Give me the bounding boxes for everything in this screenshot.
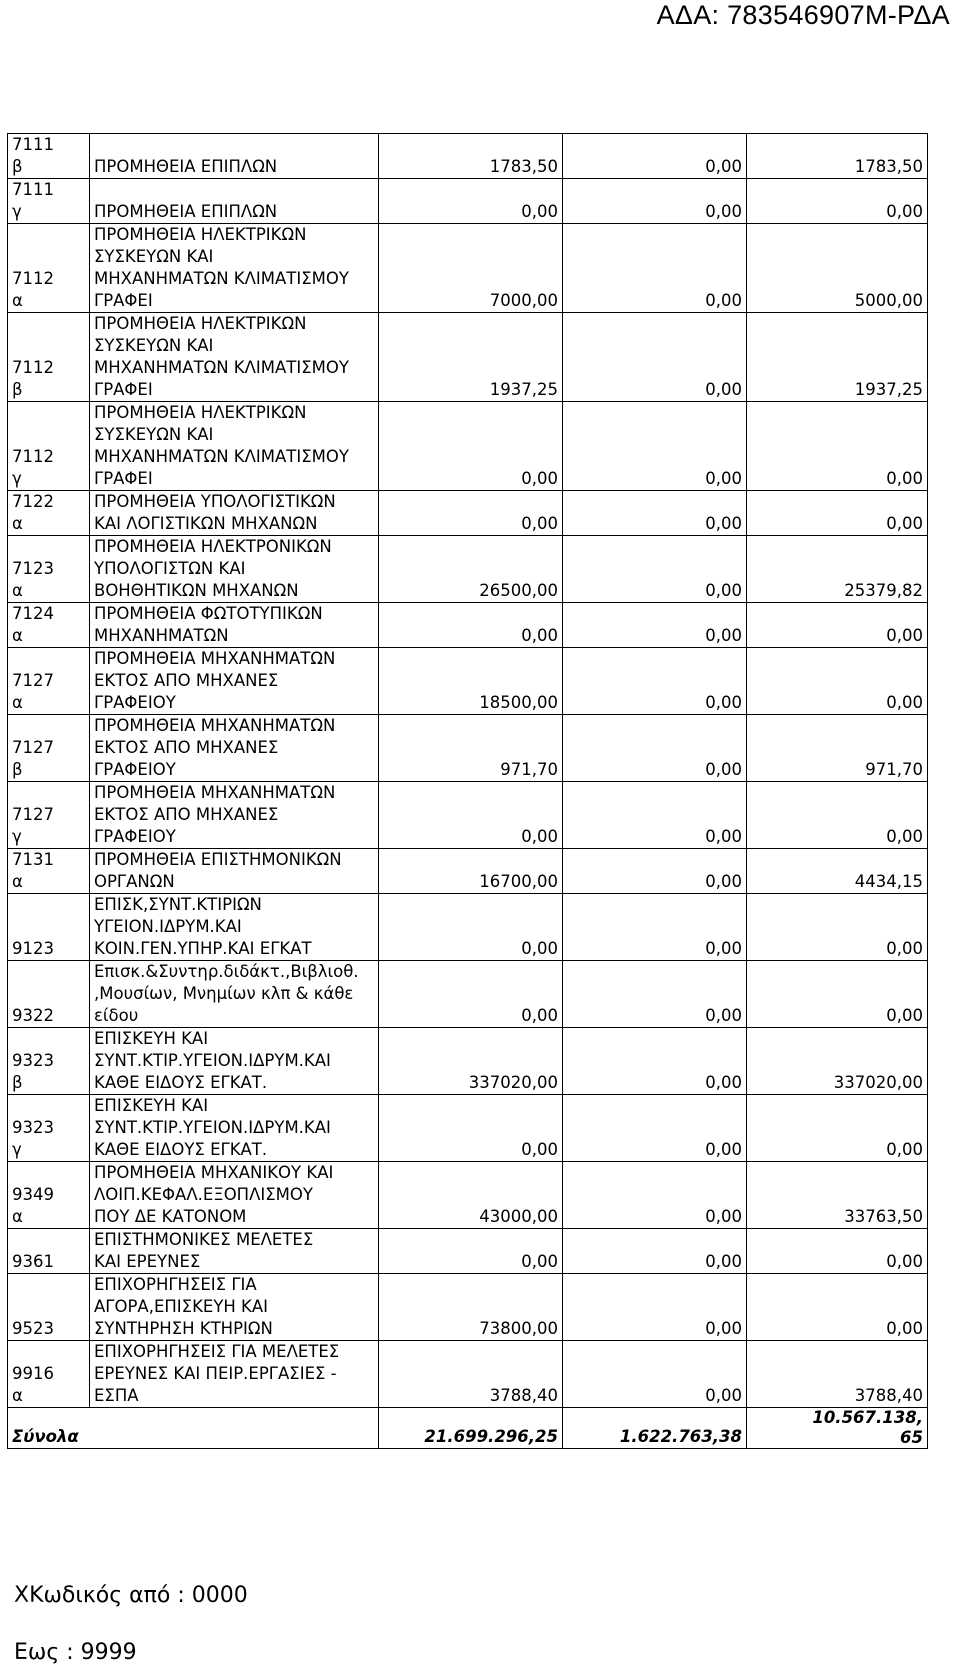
row-value-2: 0,00 bbox=[563, 894, 747, 961]
row-value-3: 5000,00 bbox=[747, 224, 928, 313]
row-description: ΠΡΟΜΗΘΕΙΑ ΕΠΙΠΛΩΝ bbox=[90, 134, 379, 179]
row-code: 7112 β bbox=[8, 313, 90, 402]
row-code: 7131 α bbox=[8, 849, 90, 894]
row-code: 9322 bbox=[8, 961, 90, 1028]
table-row bbox=[8, 1162, 928, 1229]
row-value-3: 33763,50 bbox=[747, 1162, 928, 1229]
row-value-2: 0,00 bbox=[563, 1095, 747, 1162]
row-value-1: 0,00 bbox=[379, 894, 563, 961]
table-row bbox=[8, 715, 928, 782]
row-description: ΠΡΟΜΗΘΕΙΑ ΗΛΕΚΤΡΙΚΩΝ ΣΥΣΚΕΥΩΝ ΚΑΙ ΜΗΧΑΝΗΜΑΤΩΝ ΚΛΙΜΑΤΙΣΜΟΥ ΓΡΑΦΕΙ bbox=[90, 402, 379, 491]
row-value-1: 0,00 bbox=[379, 402, 563, 491]
row-value-2: 0,00 bbox=[563, 648, 747, 715]
budget-table-body bbox=[8, 134, 928, 1408]
table-row bbox=[8, 1341, 928, 1408]
row-value-3: 0,00 bbox=[747, 961, 928, 1028]
row-value-1: 0,00 bbox=[379, 179, 563, 224]
table-row bbox=[8, 961, 928, 1028]
document-id-header: ΑΔΑ: 783546907Μ-ΡΔΑ bbox=[656, 0, 950, 30]
totals-row bbox=[8, 1408, 928, 1449]
row-value-3: 0,00 bbox=[747, 402, 928, 491]
row-description: ΠΡΟΜΗΘΕΙΑ ΗΛΕΚΤΡΙΚΩΝ ΣΥΣΚΕΥΩΝ ΚΑΙ ΜΗΧΑΝΗΜΑΤΩΝ ΚΛΙΜΑΤΙΣΜΟΥ ΓΡΑΦΕΙ bbox=[90, 224, 379, 313]
row-value-2: 0,00 bbox=[563, 1028, 747, 1095]
row-value-1: 26500,00 bbox=[379, 536, 563, 603]
table-row bbox=[8, 536, 928, 603]
row-description: ΠΡΟΜΗΘΕΙΑ ΜΗΧΑΝΗΜΑΤΩΝ ΕΚΤΟΣ ΑΠΟ ΜΗΧΑΝΕΣ ΓΡΑΦΕΙΟΥ bbox=[90, 782, 379, 849]
row-description: ΕΠΙΣΚ,ΣΥΝΤ.ΚΤΙΡΙΩΝ ΥΓΕΙΟΝ.ΙΔΡΥΜ.ΚΑΙ ΚΟΙΝ.ΓΕΝ.ΥΠΗΡ.ΚΑΙ ΕΓΚΑΤ bbox=[90, 894, 379, 961]
row-value-1: 3788,40 bbox=[379, 1341, 563, 1408]
row-value-2: 0,00 bbox=[563, 179, 747, 224]
row-value-3: 3788,40 bbox=[747, 1341, 928, 1408]
budget-table bbox=[7, 133, 928, 1449]
table-row bbox=[8, 402, 928, 491]
row-code: 7112 γ bbox=[8, 402, 90, 491]
totals-label: Σύνολα bbox=[8, 1408, 379, 1449]
table-row bbox=[8, 1229, 928, 1274]
row-value-2: 0,00 bbox=[563, 961, 747, 1028]
row-value-3: 0,00 bbox=[747, 1274, 928, 1341]
table-row bbox=[8, 782, 928, 849]
row-value-1: 0,00 bbox=[379, 603, 563, 648]
row-value-2: 0,00 bbox=[563, 402, 747, 491]
row-value-1: 18500,00 bbox=[379, 648, 563, 715]
row-description: ΕΠΙΣΚΕΥΗ ΚΑΙ ΣΥΝΤ.ΚΤΙΡ.ΥΓΕΙΟΝ.ΙΔΡΥΜ.ΚΑΙ ΚΑΘΕ ΕΙΔΟΥΣ ΕΓΚΑΤ. bbox=[90, 1095, 379, 1162]
row-value-3: 0,00 bbox=[747, 782, 928, 849]
row-value-2: 0,00 bbox=[563, 1274, 747, 1341]
row-description: ΕΠΙΣΤΗΜΟΝΙΚΕΣ ΜΕΛΕΤΕΣ ΚΑΙ ΕΡΕΥΝΕΣ bbox=[90, 1229, 379, 1274]
table-row bbox=[8, 224, 928, 313]
row-code: 7123 α bbox=[8, 536, 90, 603]
totals-value-1: 21.699.296,25 bbox=[379, 1408, 563, 1449]
row-code: 7122 α bbox=[8, 491, 90, 536]
row-code: 7127 α bbox=[8, 648, 90, 715]
row-value-2: 0,00 bbox=[563, 1229, 747, 1274]
row-value-3: 1937,25 bbox=[747, 313, 928, 402]
table-row bbox=[8, 603, 928, 648]
row-value-3: 0,00 bbox=[747, 179, 928, 224]
row-value-1: 1783,50 bbox=[379, 134, 563, 179]
row-value-3: 1783,50 bbox=[747, 134, 928, 179]
code-from-text: ΧΚωδικός από : 0000 bbox=[14, 1583, 248, 1608]
row-value-3: 971,70 bbox=[747, 715, 928, 782]
row-value-2: 0,00 bbox=[563, 1341, 747, 1408]
table-row bbox=[8, 1274, 928, 1341]
row-description: ΕΠΙΧΟΡΗΓΗΣΕΙΣ ΓΙΑ ΑΓΟΡΑ,ΕΠΙΣΚΕΥΗ ΚΑΙ ΣΥΝΤΗΡΗΣΗ ΚΤΗΡΙΩΝ bbox=[90, 1274, 379, 1341]
totals-value-3: 10.567.138, 65 bbox=[747, 1408, 928, 1449]
row-value-3: 0,00 bbox=[747, 648, 928, 715]
row-code: 9323 γ bbox=[8, 1095, 90, 1162]
code-to-text: Εως : 9999 bbox=[14, 1640, 137, 1665]
row-code: 7124 α bbox=[8, 603, 90, 648]
row-value-1: 1937,25 bbox=[379, 313, 563, 402]
row-code: 9361 bbox=[8, 1229, 90, 1274]
row-description: ΠΡΟΜΗΘΕΙΑ ΜΗΧΑΝΗΜΑΤΩΝ ΕΚΤΟΣ ΑΠΟ ΜΗΧΑΝΕΣ ΓΡΑΦΕΙΟΥ bbox=[90, 715, 379, 782]
table-row bbox=[8, 849, 928, 894]
row-description: ΠΡΟΜΗΘΕΙΑ ΗΛΕΚΤΡΟΝΙΚΩΝ ΥΠΟΛΟΓΙΣΤΩΝ ΚΑΙ ΒΟΗΘΗΤΙΚΩΝ ΜΗΧΑΝΩΝ bbox=[90, 536, 379, 603]
row-value-1: 0,00 bbox=[379, 1229, 563, 1274]
row-value-1: 16700,00 bbox=[379, 849, 563, 894]
table-row bbox=[8, 179, 928, 224]
row-value-1: 73800,00 bbox=[379, 1274, 563, 1341]
row-code: 9523 bbox=[8, 1274, 90, 1341]
table-row bbox=[8, 648, 928, 715]
row-value-3: 4434,15 bbox=[747, 849, 928, 894]
table-row bbox=[8, 1028, 928, 1095]
row-description: ΠΡΟΜΗΘΕΙΑ ΗΛΕΚΤΡΙΚΩΝ ΣΥΣΚΕΥΩΝ ΚΑΙ ΜΗΧΑΝΗΜΑΤΩΝ ΚΛΙΜΑΤΙΣΜΟΥ ΓΡΑΦΕΙ bbox=[90, 313, 379, 402]
row-code: 7112 α bbox=[8, 224, 90, 313]
row-value-3: 0,00 bbox=[747, 894, 928, 961]
row-description: ΠΡΟΜΗΘΕΙΑ ΕΠΙΠΛΩΝ bbox=[90, 179, 379, 224]
row-description: ΠΡΟΜΗΘΕΙΑ ΦΩΤΟΤΥΠΙΚΩΝ ΜΗΧΑΝΗΜΑΤΩΝ bbox=[90, 603, 379, 648]
row-code: 7111 γ bbox=[8, 179, 90, 224]
row-code: 9916 α bbox=[8, 1341, 90, 1408]
row-description: ΠΡΟΜΗΘΕΙΑ ΜΗΧΑΝΙΚΟΥ ΚΑΙ ΛΟΙΠ.ΚΕΦΑΛ.ΕΞΟΠΛΙΣΜΟΥ ΠΟΥ ΔΕ ΚΑΤΟΝΟΜ bbox=[90, 1162, 379, 1229]
table-row bbox=[8, 1095, 928, 1162]
row-code: 9123 bbox=[8, 894, 90, 961]
row-value-3: 0,00 bbox=[747, 491, 928, 536]
row-value-1: 971,70 bbox=[379, 715, 563, 782]
row-value-2: 0,00 bbox=[563, 491, 747, 536]
row-value-2: 0,00 bbox=[563, 536, 747, 603]
row-code: 7127 β bbox=[8, 715, 90, 782]
table-row bbox=[8, 491, 928, 536]
row-code: 7111 β bbox=[8, 134, 90, 179]
table-row bbox=[8, 134, 928, 179]
row-value-2: 0,00 bbox=[563, 782, 747, 849]
row-description: ΠΡΟΜΗΘΕΙΑ ΕΠΙΣΤΗΜΟΝΙΚΩΝ ΟΡΓΑΝΩΝ bbox=[90, 849, 379, 894]
row-value-2: 0,00 bbox=[563, 134, 747, 179]
row-value-3: 0,00 bbox=[747, 1095, 928, 1162]
totals-value-2: 1.622.763,38 bbox=[563, 1408, 747, 1449]
row-value-1: 0,00 bbox=[379, 1095, 563, 1162]
row-value-2: 0,00 bbox=[563, 313, 747, 402]
row-description: Επισκ.&Συντηρ.διδάκτ.,Βιβλιοθ. ,Μουσίων, Μνημίων κλπ & κάθε είδου bbox=[90, 961, 379, 1028]
row-description: ΕΠΙΧΟΡΗΓΗΣΕΙΣ ΓΙΑ ΜΕΛΕΤΕΣ ΕΡΕΥΝΕΣ ΚΑΙ ΠΕΙΡ.ΕΡΓΑΣΙΕΣ - ΕΣΠΑ bbox=[90, 1341, 379, 1408]
row-value-1: 0,00 bbox=[379, 491, 563, 536]
row-value-1: 43000,00 bbox=[379, 1162, 563, 1229]
row-description: ΠΡΟΜΗΘΕΙΑ ΜΗΧΑΝΗΜΑΤΩΝ ΕΚΤΟΣ ΑΠΟ ΜΗΧΑΝΕΣ ΓΡΑΦΕΙΟΥ bbox=[90, 648, 379, 715]
row-description: ΕΠΙΣΚΕΥΗ ΚΑΙ ΣΥΝΤ.ΚΤΙΡ.ΥΓΕΙΟΝ.ΙΔΡΥΜ.ΚΑΙ ΚΑΘΕ ΕΙΔΟΥΣ ΕΓΚΑΤ. bbox=[90, 1028, 379, 1095]
row-value-1: 337020,00 bbox=[379, 1028, 563, 1095]
row-value-3: 0,00 bbox=[747, 603, 928, 648]
row-code: 9349 α bbox=[8, 1162, 90, 1229]
row-code: 7127 γ bbox=[8, 782, 90, 849]
row-value-3: 25379,82 bbox=[747, 536, 928, 603]
table-row bbox=[8, 894, 928, 961]
row-value-3: 0,00 bbox=[747, 1229, 928, 1274]
row-value-1: 7000,00 bbox=[379, 224, 563, 313]
row-value-2: 0,00 bbox=[563, 1162, 747, 1229]
row-value-2: 0,00 bbox=[563, 715, 747, 782]
table-row bbox=[8, 313, 928, 402]
row-value-1: 0,00 bbox=[379, 782, 563, 849]
row-description: ΠΡΟΜΗΘΕΙΑ ΥΠΟΛΟΓΙΣΤΙΚΩΝ ΚΑΙ ΛΟΓΙΣΤΙΚΩΝ ΜΗΧΑΝΩΝ bbox=[90, 491, 379, 536]
row-value-2: 0,00 bbox=[563, 224, 747, 313]
row-value-1: 0,00 bbox=[379, 961, 563, 1028]
row-code: 9323 β bbox=[8, 1028, 90, 1095]
row-value-3: 337020,00 bbox=[747, 1028, 928, 1095]
row-value-2: 0,00 bbox=[563, 603, 747, 648]
row-value-2: 0,00 bbox=[563, 849, 747, 894]
